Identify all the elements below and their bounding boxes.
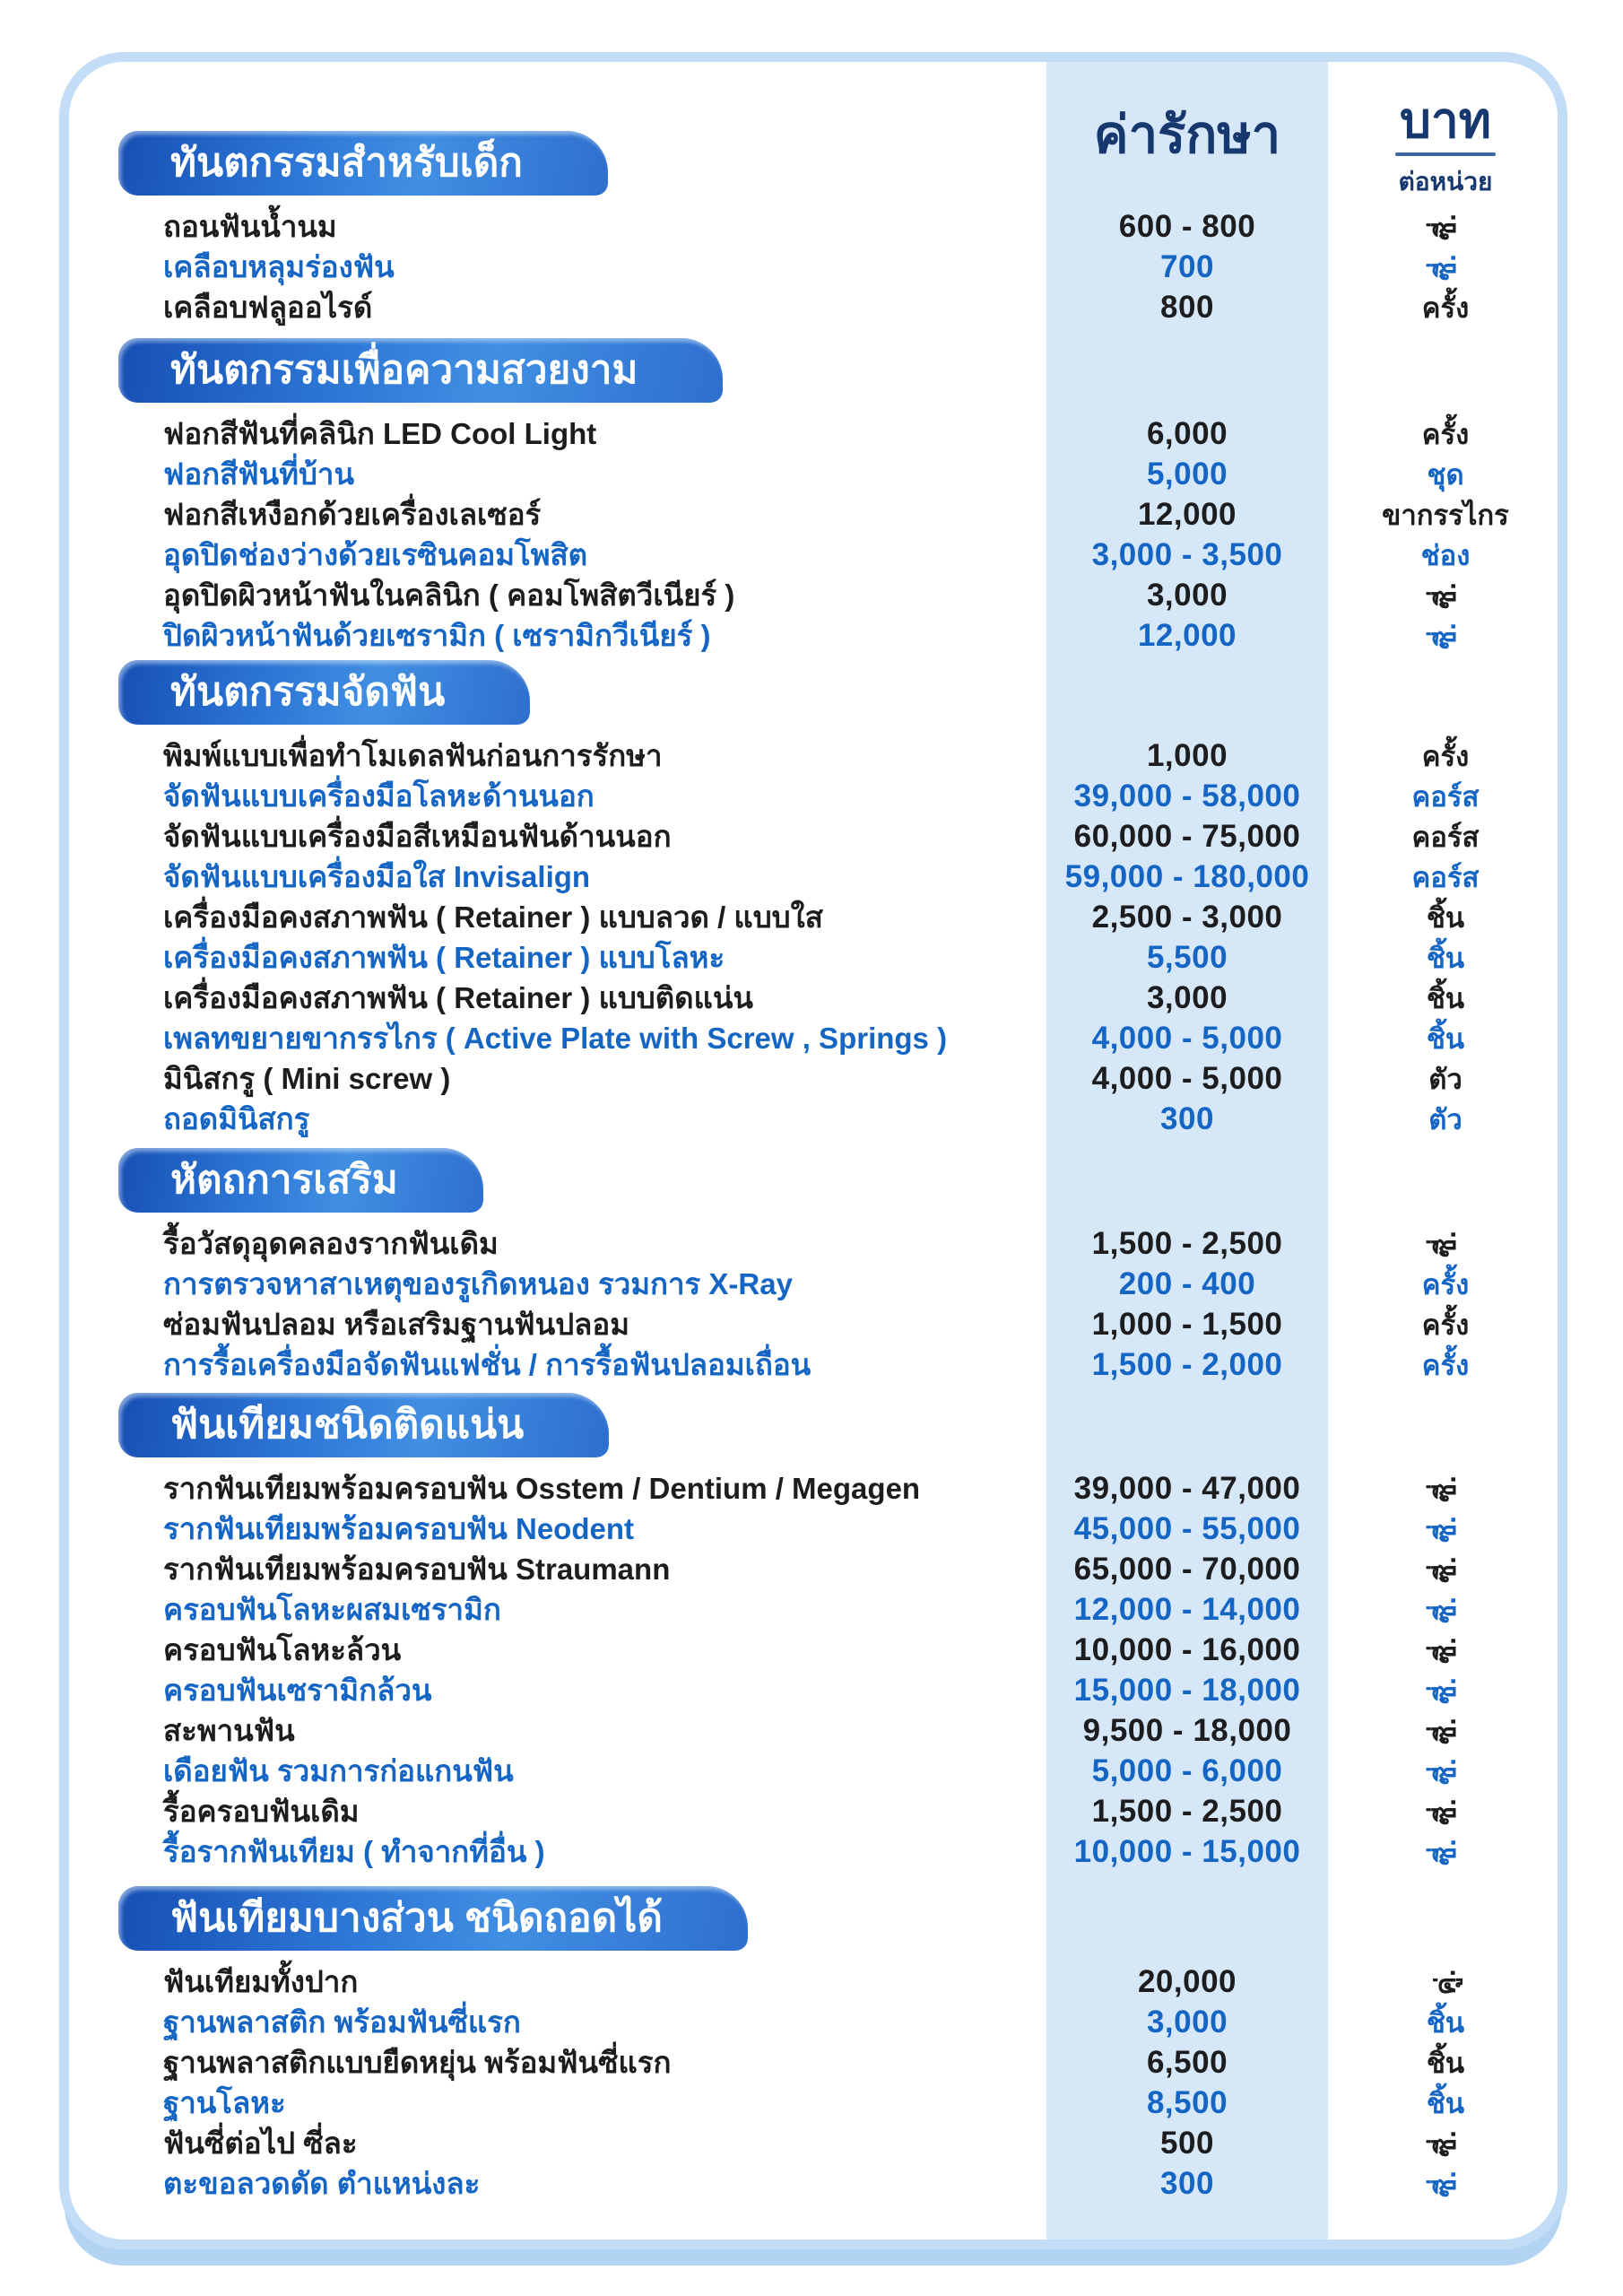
item-unit [1342,1549,1549,1589]
table-row [69,1961,1558,2002]
table-row [69,897,1558,937]
item-unit [1342,978,1549,1018]
item-price: 300 [1160,1100,1214,1136]
table-row [69,454,1558,494]
table-row [69,1630,1558,1670]
unit-column-subtitle: ต่อหน่วย [1398,168,1493,196]
item-unit-text: ชิ้น [1426,901,1465,934]
item-unit [1342,1961,1549,2002]
item-name: ถอนฟันน้ำนม [163,210,337,243]
item-unit-text-rotated: ซี่. [1430,1797,1462,1825]
item-name: เดือยฟัน รวมการก่อแกนฟัน [163,1754,514,1787]
item-unit-text-rotated: คู่. [1429,1968,1462,1996]
item-unit [1342,937,1549,978]
table-row [69,1304,1558,1344]
item-name: ครอบฟันเซรามิกล้วน [163,1674,432,1707]
table-row [69,1710,1558,1751]
item-unit-text: ชุด [1427,458,1464,491]
item-unit-text-rotated: ซี่. [1430,1838,1462,1866]
item-unit-text-rotated: ซี่. [1430,2170,1462,2197]
item-price: 6,500 [1146,2044,1228,2080]
item-price: 1,500 - 2,500 [1091,1793,1283,1829]
item-unit [1342,1264,1549,1304]
item-name: ฟอกสีฟันที่คลินิก LED Cool Light [163,417,597,450]
table-row [69,413,1558,454]
table-row [69,1099,1558,1139]
item-unit-text: คอร์ส [1411,780,1480,813]
table-row [69,575,1558,615]
item-unit [1342,1710,1549,1751]
table-row [69,1791,1558,1831]
item-unit [1342,2163,1549,2204]
section-4 [69,1148,1558,1385]
item-unit [1342,1589,1549,1630]
item-unit [1342,1304,1549,1344]
item-unit [1342,1751,1549,1791]
item-name: เครื่องมือคงสภาพฟัน ( Retainer ) แบบโลหะ [163,941,725,974]
item-unit [1342,1223,1549,1264]
item-price: 12,000 [1137,496,1237,532]
section-3 [69,660,1558,1139]
item-unit-text: ช่อง [1420,539,1471,571]
item-unit [1342,1344,1549,1385]
item-unit [1342,287,1549,327]
fee-column-title: ค่ารักษา [1093,106,1281,164]
table-row [69,2163,1558,2204]
item-name: ฐานโลหะ [163,2086,286,2119]
item-unit [1342,1099,1549,1139]
item-price: 200 - 400 [1118,1265,1256,1301]
item-unit [1342,2083,1549,2123]
item-unit-text-rotated: ซี่. [1430,622,1462,649]
item-unit-text: ชิ้น [1426,2087,1465,2119]
section-header-pill: ฟันเทียมชนิดติดแน่น [118,1393,609,1457]
item-unit [1342,2123,1549,2163]
table-row [69,287,1558,327]
item-name: การรื้อเครื่องมือจัดฟันแฟชั่น / การรื้อฟันปลอมเถื่อน [163,1348,812,1381]
item-unit-text-rotated: ซี่. [1430,1676,1462,1704]
table-row [69,1509,1558,1549]
section-header-pill: ทันตกรรมสำหรับเด็ก [118,131,608,196]
item-price: 39,000 - 58,000 [1073,778,1301,813]
item-name: การตรวจหาสาเหตุของรูเกิดหนอง รวมการ X-Ray [163,1267,793,1300]
table-row [69,1589,1558,1630]
item-name: สะพานฟัน [163,1714,295,1747]
item-name: ฟันเทียมทั้งปาก [163,1965,359,1998]
item-price: 10,000 - 16,000 [1073,1631,1301,1667]
item-price: 45,000 - 55,000 [1073,1510,1301,1546]
table-row [69,2123,1558,2163]
item-unit [1342,575,1549,615]
unit-column-title: บาท [1399,92,1492,148]
item-unit [1342,2002,1549,2042]
section-header-pill: หัตถการเสริม [118,1148,483,1213]
item-name: ตะขอลวดดัด ตำแหน่งละ [163,2167,481,2200]
item-price: 5,000 [1146,456,1228,491]
item-unit-text: ครั้ง [1421,291,1470,324]
item-unit-text-rotated: ซี่. [1430,1757,1462,1785]
item-name: พิมพ์แบบเพื่อทำโมเดลฟันก่อนการรักษา [163,739,663,772]
item-unit-text: ครั้ง [1421,1268,1470,1300]
item-price: 1,500 - 2,000 [1091,1346,1283,1382]
item-unit-text-rotated: ซี่. [1430,253,1462,281]
item-unit-text: ตัว [1428,1063,1462,1095]
item-unit-text: ครั้ง [1421,740,1470,772]
section-header-pill: ทันตกรรมเพื่อความสวยงาม [118,338,723,403]
item-price: 1,500 - 2,500 [1091,1225,1283,1261]
item-name: อุดปิดผิวหน้าฟันในคลินิก ( คอมโพสิตวีเนียร์ ) [163,578,735,612]
item-unit [1342,816,1549,857]
item-name: ฟอกสีเหงือกด้วยเครื่องเลเซอร์ [163,498,542,531]
item-unit-text-rotated: ซี่. [1430,2129,1462,2157]
item-unit-text: ชิ้น [1426,1022,1465,1055]
table-row [69,735,1558,776]
item-unit-text: ขากรรไกร [1382,499,1509,531]
item-unit-text-rotated: ซี่. [1430,1474,1462,1502]
item-unit [1342,615,1549,656]
table-row [69,1751,1558,1791]
item-unit-text-rotated: ซี่. [1430,1636,1462,1664]
item-name: รื้อวัสดุอุดคลองรากฟันเดิม [163,1227,499,1260]
item-price: 4,000 - 5,000 [1091,1060,1283,1096]
item-unit-text: ชิ้น [1426,2006,1465,2039]
item-unit [1342,735,1549,776]
item-price: 12,000 [1137,617,1237,653]
table-row [69,816,1558,857]
item-price: 10,000 - 15,000 [1073,1833,1301,1869]
table-row [69,1670,1558,1710]
item-price: 600 - 800 [1118,208,1256,244]
item-name: เคลือบหลุมร่องฟัน [163,250,395,283]
item-unit-text-rotated: ซี่. [1430,1230,1462,1257]
item-name: รื้อรากฟันเทียม ( ทำจากที่อื่น ) [163,1835,545,1868]
item-price: 2,500 - 3,000 [1091,899,1283,935]
table-row [69,1058,1558,1099]
table-row [69,857,1558,897]
item-name: รากฟันเทียมพร้อมครอบฟัน Straumann [163,1552,671,1586]
table-row [69,776,1558,816]
item-name: ฐานพลาสติกแบบยืดหยุ่น พร้อมฟันซี่แรก [163,2046,672,2079]
item-unit [1342,1630,1549,1670]
item-price: 1,000 - 1,500 [1091,1306,1283,1342]
table-row [69,494,1558,535]
item-name: ปิดผิวหน้าฟันด้วยเซรามิก ( เซรามิกวีเนียร์ ) [163,619,711,652]
table-row [69,2002,1558,2042]
table-row [69,1344,1558,1385]
item-unit [1342,1509,1549,1549]
item-unit-text: ครั้ง [1421,1349,1470,1381]
item-price: 9,500 - 18,000 [1082,1712,1292,1748]
item-price: 39,000 - 47,000 [1073,1470,1301,1506]
table-row [69,206,1558,247]
item-unit-text: ตัว [1428,1103,1462,1135]
item-name: เครื่องมือคงสภาพฟัน ( Retainer ) แบบติดแน่น [163,981,753,1014]
item-price: 3,000 [1146,2004,1228,2039]
item-unit-text: ครั้ง [1421,1309,1470,1341]
item-name: มินิสกรู ( Mini screw ) [163,1062,451,1095]
table-row [69,1018,1558,1058]
item-price: 4,000 - 5,000 [1091,1020,1283,1056]
item-price: 15,000 - 18,000 [1073,1672,1301,1708]
item-unit-text: ครั้ง [1421,418,1470,450]
item-unit [1342,413,1549,454]
item-unit-text-rotated: ซี่. [1430,1555,1462,1583]
item-price: 8,500 [1146,2084,1228,2120]
item-price: 300 [1160,2165,1214,2201]
table-row [69,2042,1558,2083]
item-unit-text: คอร์ส [1411,861,1480,893]
item-unit [1342,247,1549,287]
item-name: ซ่อมฟันปลอม หรือเสริมฐานฟันปลอม [163,1308,629,1341]
item-unit [1342,535,1549,575]
item-name: รากฟันเทียมพร้อมครอบฟัน Neodent [163,1512,634,1545]
section-5 [69,1393,1558,1872]
item-name: จัดฟันแบบเครื่องมือสีเหมือนฟันด้านนอก [163,820,672,853]
table-row [69,1468,1558,1509]
item-price: 20,000 [1137,1963,1237,1999]
item-unit [1342,494,1549,535]
item-unit [1342,1670,1549,1710]
section-1 [69,131,1558,327]
item-price: 3,000 - 3,500 [1091,536,1283,572]
item-name: เพลทขยายขากรรไกร ( Active Plate with Screw , Springs ) [163,1022,948,1055]
item-price: 59,000 - 180,000 [1064,858,1310,894]
table-row [69,978,1558,1018]
item-price: 3,000 [1146,979,1228,1015]
item-unit-text-rotated: ซี่. [1430,1596,1462,1623]
item-unit [1342,1831,1549,1872]
section-6 [69,1886,1558,2204]
item-name: จัดฟันแบบเครื่องมือใส Invisalign [163,860,591,893]
item-name: เคลือบฟลูออไรด์ [163,291,373,324]
item-name: ฟันซี่ต่อไป ซี่ละ [163,2126,358,2160]
table-row [69,247,1558,287]
item-unit [1342,206,1549,247]
item-name: รื้อครอบฟันเดิม [163,1795,360,1828]
item-price: 500 [1160,2125,1214,2161]
item-name: ครอบฟันโลหะผสมเซรามิก [163,1593,501,1626]
item-unit [1342,776,1549,816]
item-price: 3,000 [1146,577,1228,613]
table-row [69,535,1558,575]
item-unit-text: ชิ้น [1426,2047,1465,2079]
price-list-card [59,52,1567,2249]
item-unit [1342,1468,1549,1509]
section-header-pill: ฟันเทียมบางส่วน ชนิดถอดได้ [118,1886,748,1951]
item-name: ฟอกสีฟันที่บ้าน [163,457,355,491]
item-price: 5,000 - 6,000 [1091,1752,1283,1788]
item-name: ถอดมินิสกรู [163,1102,310,1135]
item-unit-text-rotated: ซี่. [1430,213,1462,240]
section-2 [69,338,1558,656]
table-row [69,937,1558,978]
item-name: อุดปิดช่องว่างด้วยเรซินคอมโพสิต [163,538,588,571]
item-unit-text: ชิ้น [1426,982,1465,1014]
item-price: 60,000 - 75,000 [1073,818,1301,854]
item-name: รากฟันเทียมพร้อมครอบฟัน Osstem / Dentium / Megagen [163,1472,921,1505]
table-row [69,1223,1558,1264]
item-price: 5,500 [1146,939,1228,975]
item-unit-text-rotated: ซี่. [1430,581,1462,609]
table-row [69,615,1558,656]
item-unit [1342,2042,1549,2083]
item-unit [1342,857,1549,897]
item-name: จัดฟันแบบเครื่องมือโลหะด้านนอก [163,779,595,813]
table-row [69,2083,1558,2123]
item-price: 1,000 [1146,737,1228,773]
item-unit [1342,454,1549,494]
item-name: เครื่องมือคงสภาพฟัน ( Retainer ) แบบลวด / แบบใส [163,900,823,934]
item-unit [1342,897,1549,937]
card-inner [69,62,1558,2239]
section-header-pill: ทันตกรรมจัดฟัน [118,660,530,725]
item-price: 65,000 - 70,000 [1073,1551,1301,1587]
item-unit-text: ชิ้น [1426,942,1465,974]
table-row [69,1831,1558,1872]
item-name: ฐานพลาสติก พร้อมฟันซี่แรก [163,2005,521,2039]
item-price: 800 [1160,289,1214,325]
item-unit-text-rotated: ซี่. [1430,1515,1462,1543]
item-unit [1342,1018,1549,1058]
table-row [69,1549,1558,1589]
item-price: 6,000 [1146,415,1228,451]
item-unit-text-rotated: ซี่. [1430,1717,1462,1744]
item-name: ครอบฟันโลหะล้วน [163,1633,402,1666]
item-price: 12,000 - 14,000 [1073,1591,1301,1627]
item-price: 700 [1160,248,1214,284]
item-unit [1342,1058,1549,1099]
item-unit-text: คอร์ส [1411,821,1480,853]
item-unit [1342,1791,1549,1831]
table-row [69,1264,1558,1304]
